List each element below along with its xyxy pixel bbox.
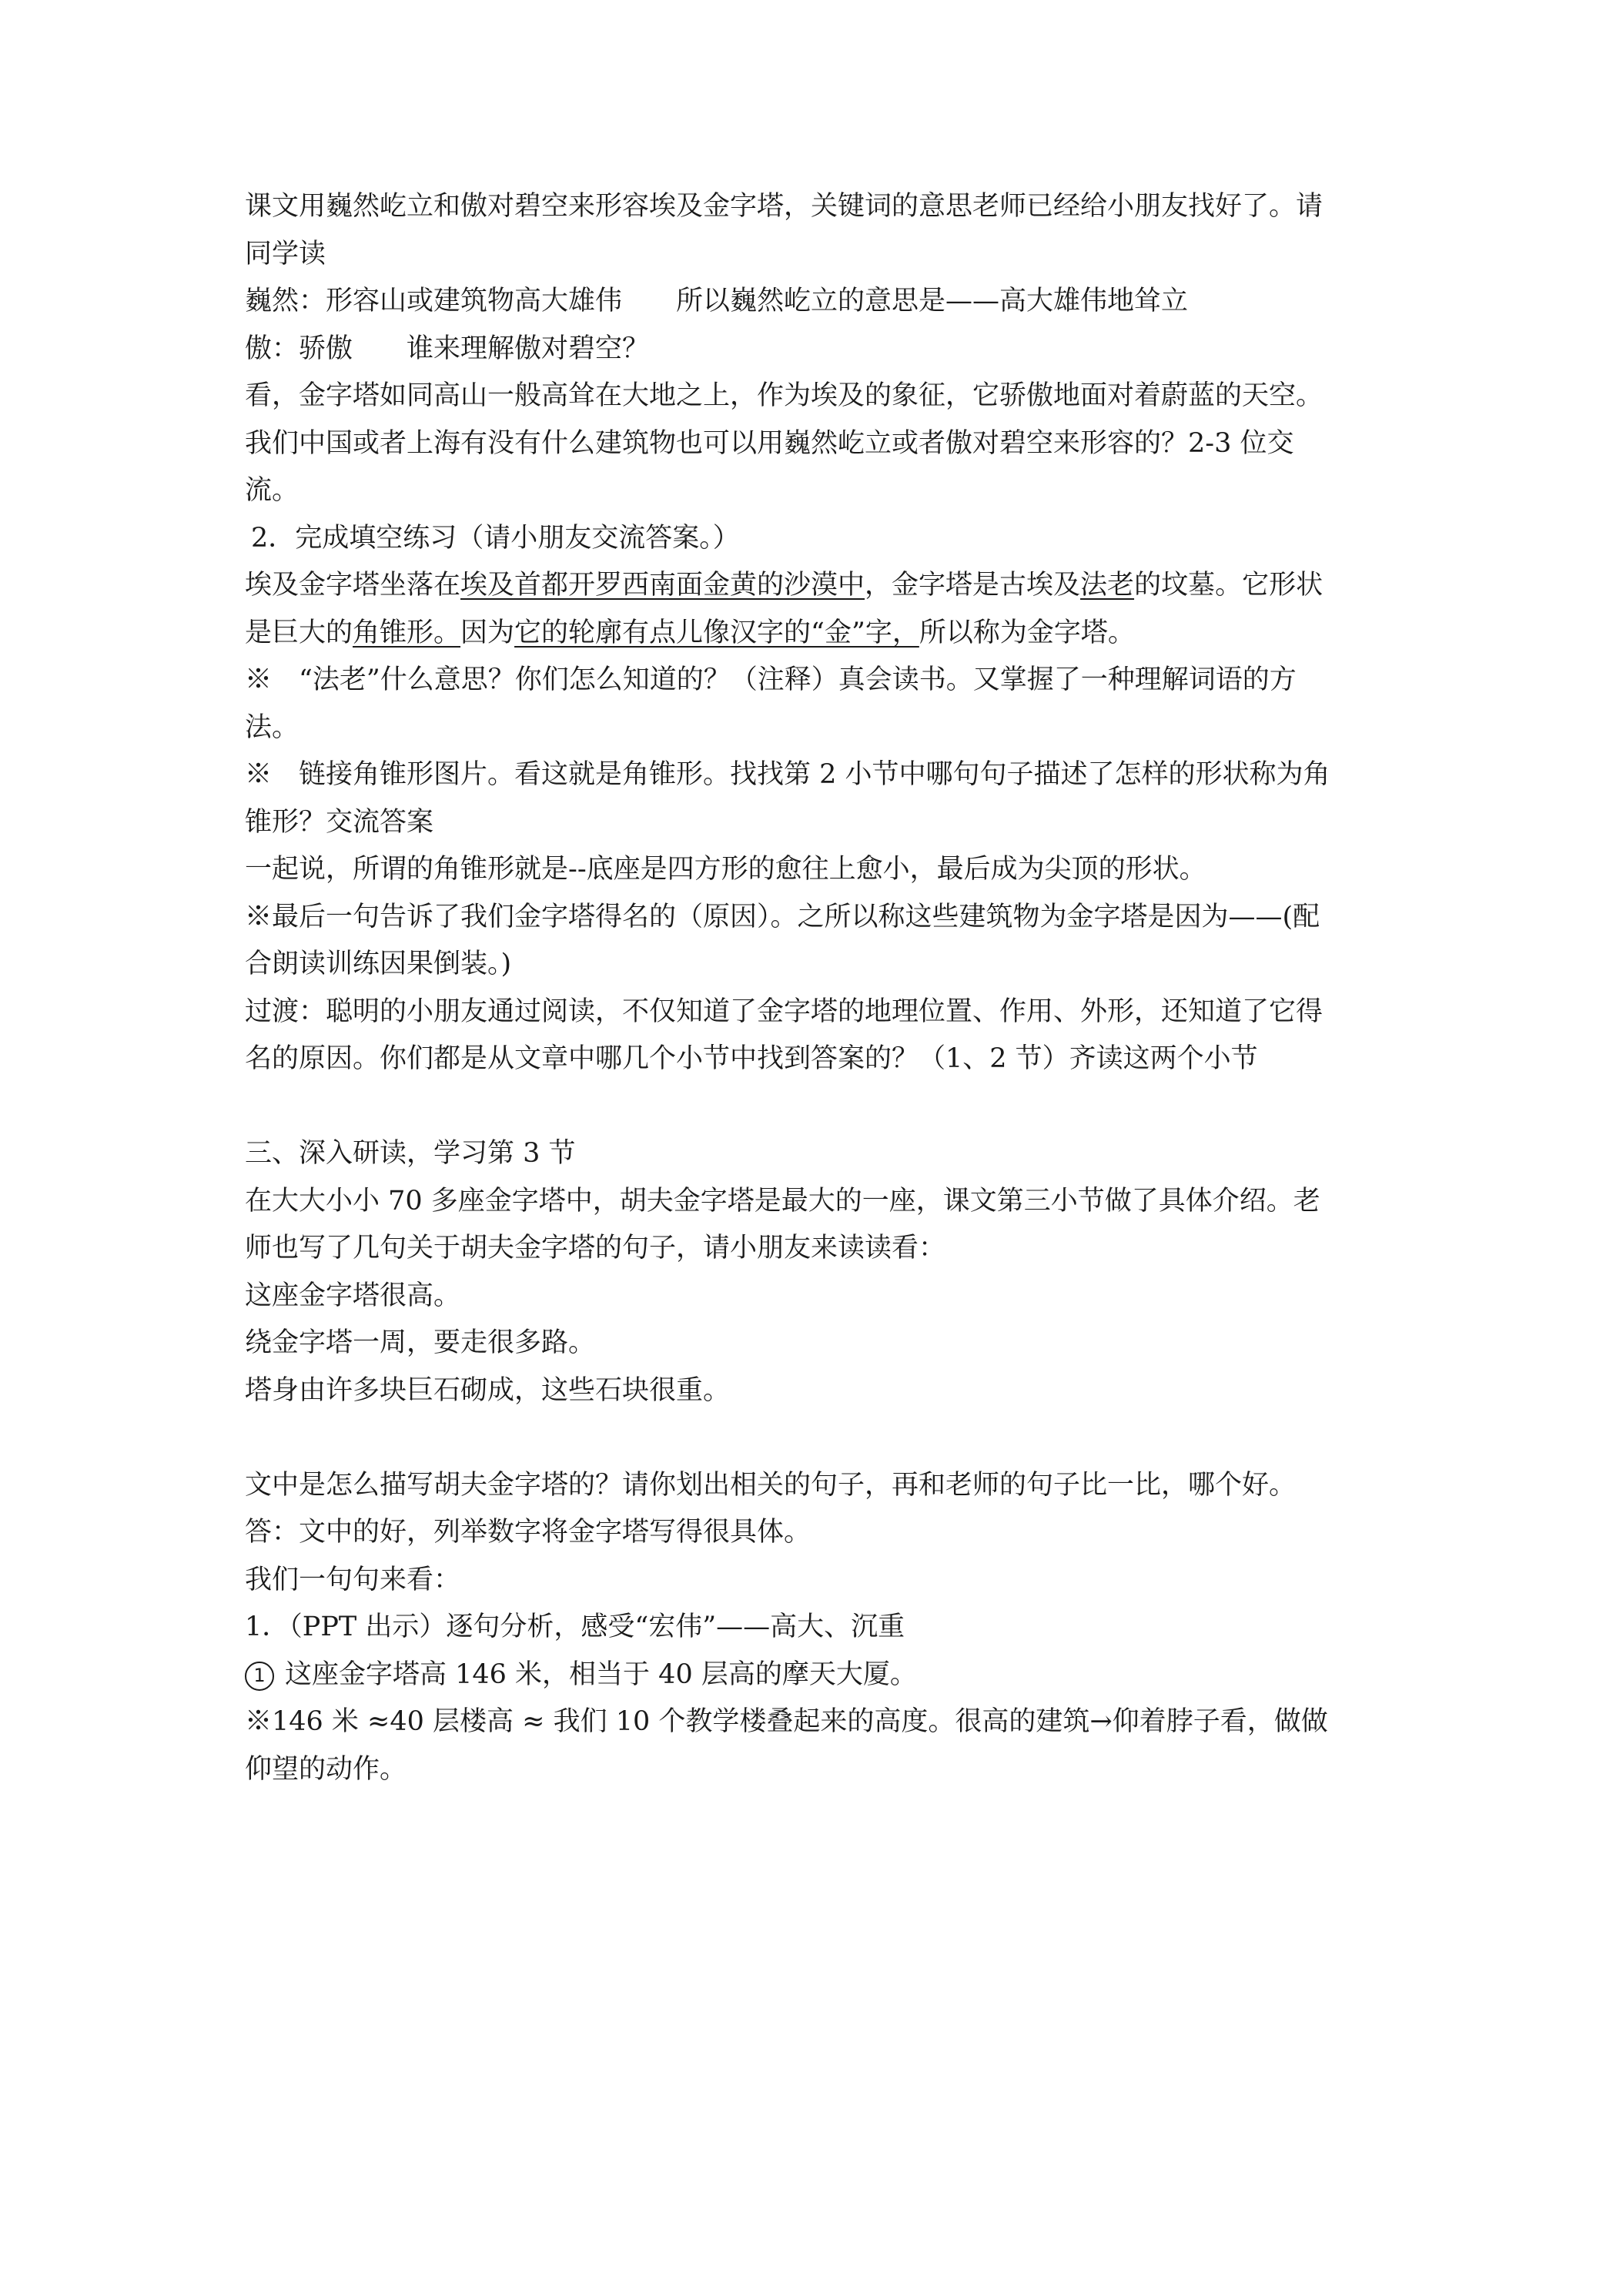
blank-line	[245, 1414, 1384, 1462]
circled-number-icon: 1	[245, 1662, 274, 1691]
definition-ao	[245, 326, 1384, 373]
fill-blank-text: 是巨大的	[245, 617, 353, 648]
note-pharaoh-line-1: ※ “法老”什么意思？你们怎么知道的？（注释）真会读书。又掌握了一种理解词语的方	[245, 664, 1297, 695]
fill-blank-line-1	[245, 562, 1384, 610]
note-reason-line-2: 合朗读训练因果倒装。)	[245, 949, 512, 979]
paragraph-khufu-line-1: 在大大小小 70 多座金字塔中，胡夫金字塔是最大的一座，课文第三小节做了具体介绍。老	[245, 1185, 1320, 1217]
paragraph-intro-line-1: 课文用巍然屹立和傲对碧空来形容埃及金字塔，关键词的意思老师已经给小朋友找好了。请	[245, 191, 1323, 222]
analysis-item-1-text: 这座金字塔高 146 米，相当于 40 层高的摩天大厦。	[285, 1658, 917, 1690]
paragraph-question-line-1: 我们中国或者上海有没有什么建筑物也可以用巍然屹立或者傲对碧空来形容的？2-3 位交	[245, 427, 1294, 459]
fill-blank-text: 所以称为金字塔。	[919, 617, 1135, 648]
fill-blank-answer-pharaoh: 法老	[1080, 570, 1135, 601]
fill-blank-text: 的坟墓。它形状	[1134, 570, 1323, 601]
analysis-heading: 1．（PPT 出示）逐句分析，感受“宏伟”——高大、沉重	[245, 1612, 905, 1642]
exercise-heading: 2．完成填空练习（请小朋友交流答案。）	[251, 522, 740, 554]
fill-blank-answer-reason: 它的轮廓有点儿像汉字的“金”字，	[514, 617, 919, 648]
definition-weiran	[245, 278, 1384, 326]
definition-weiran-term: 巍然：形容山或建筑物高大雄伟	[245, 286, 623, 316]
fill-blank-text: 因为	[460, 617, 515, 648]
paragraph-look: 看，金字塔如同高山一般高耸在大地之上，作为埃及的象征，它骄傲地面对着蔚蓝的天空。	[245, 380, 1323, 411]
teacher-sentence-2: 绕金字塔一周，要走很多路。	[245, 1327, 596, 1358]
section-heading-3: 三、深入研读，学习第 3 节	[245, 1138, 576, 1169]
teacher-sentence-1: 这座金字塔很高。	[245, 1280, 461, 1311]
paragraph-answer: 答：文中的好，列举数字将金字塔写得很具体。	[245, 1517, 812, 1548]
fill-blank-line-2	[245, 610, 1384, 658]
transition-line-1: 过渡：聪明的小朋友通过阅读，不仅知道了金字塔的地理位置、作用、外形，还知道了它得	[245, 996, 1323, 1027]
fill-blank-text: ，金字塔是古埃及	[865, 570, 1081, 601]
note-height-line-1: ※146 米 ≈40 层楼高 ≈ 我们 10 个教学楼叠起来的高度。很高的建筑→仰着脖子看，做做	[245, 1706, 1328, 1737]
fill-blank-answer-shape: 角锥形。	[353, 617, 461, 648]
note-reason-line-1: ※最后一句告诉了我们金字塔得名的（原因）。之所以称这些建筑物为金字塔是因为——(配	[245, 901, 1320, 932]
definition-ao-question: 谁来理解傲对碧空？	[407, 333, 650, 364]
paragraph-question-line-2: 流。	[245, 475, 300, 506]
blank-line	[245, 1083, 1384, 1131]
fill-blank-text: 埃及金字塔坐落在	[245, 570, 461, 601]
teacher-sentence-3: 塔身由许多块巨石砌成，这些石块很重。	[245, 1374, 731, 1406]
note-pharaoh-line-2: 法。	[245, 711, 300, 743]
definition-ao-term: 傲：骄傲	[245, 333, 353, 364]
fill-blank-answer-location: 埃及首都开罗西南面金黄的沙漠中	[460, 570, 865, 601]
paragraph-look-one-by-one: 我们一句句来看：	[245, 1564, 461, 1595]
paragraph-intro-line-2: 同学读	[245, 238, 326, 269]
analysis-item-1	[245, 1652, 1384, 1699]
definition-weiran-meaning: 所以巍然屹立的意思是——高大雄伟地耸立	[676, 286, 1189, 316]
paragraph-definition-shape: 一起说，所谓的角锥形就是--底座是四方形的愈往上愈小，最后成为尖顶的形状。	[245, 854, 1206, 885]
paragraph-khufu-line-2: 师也写了几句关于胡夫金字塔的句子，请小朋友来读读看：	[245, 1233, 946, 1263]
note-pyramid-shape-line-2: 锥形？交流答案	[245, 806, 434, 838]
paragraph-compare: 文中是怎么描写胡夫金字塔的？请你划出相关的句子，再和老师的句子比一比，哪个好。	[245, 1469, 1297, 1501]
document-body	[245, 183, 1384, 1793]
transition-line-2: 名的原因。你们都是从文章中哪几个小节中找到答案的？（1、2 节）齐读这两个小节	[245, 1043, 1258, 1074]
note-height-line-2: 仰望的动作。	[245, 1753, 407, 1785]
note-pyramid-shape-line-1: ※ 链接角锥形图片。看这就是角锥形。找找第 2 小节中哪句句子描述了怎样的形状称为角	[245, 759, 1330, 790]
